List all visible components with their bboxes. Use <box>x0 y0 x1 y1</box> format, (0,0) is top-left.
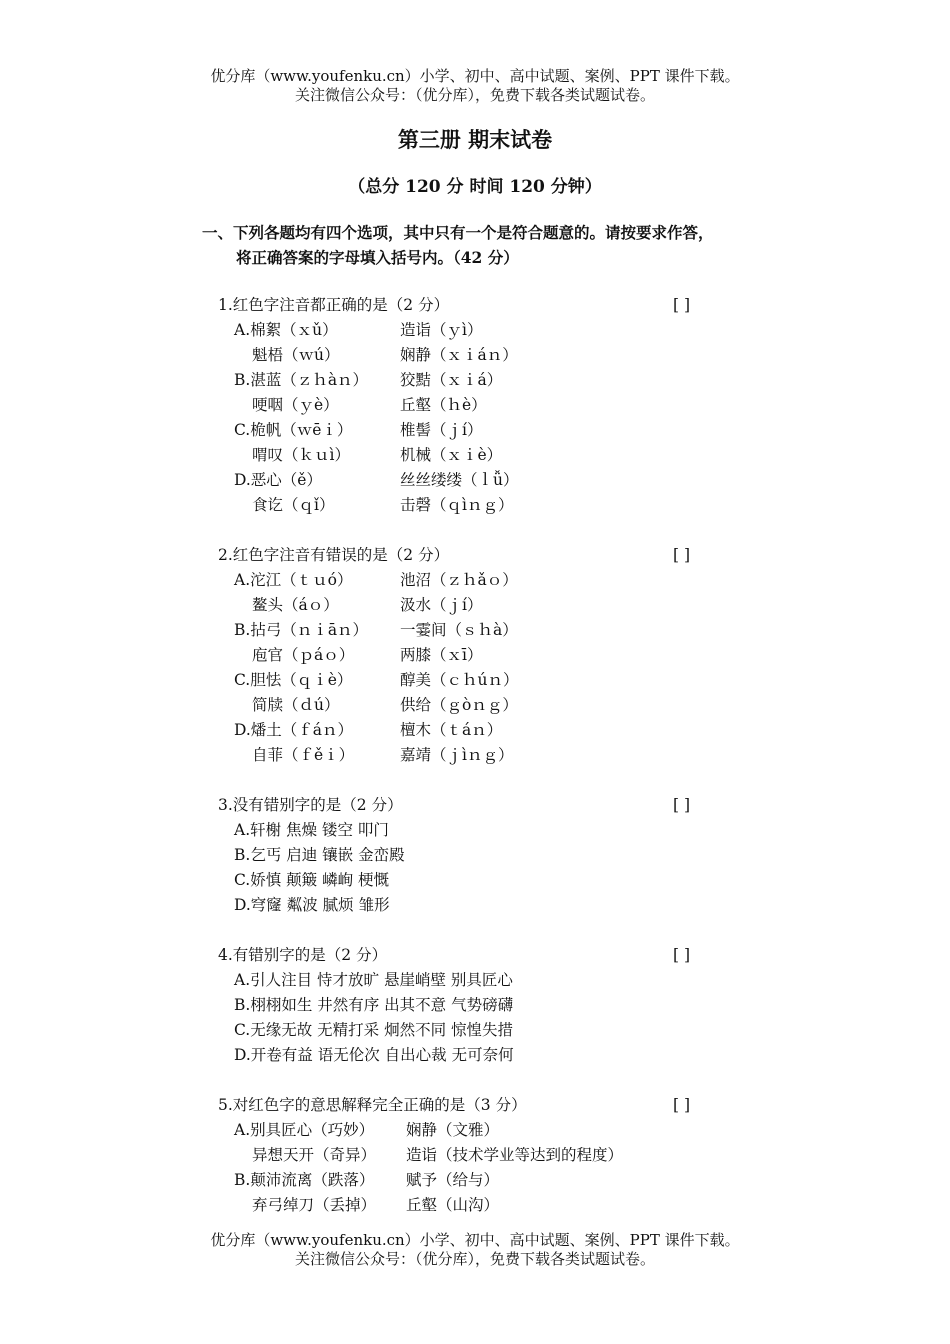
option-row <box>0 343 950 368</box>
option-text: B.乞丐 启迪 镶嵌 金峦殿 <box>234 846 405 864</box>
question-stem-row <box>0 943 950 968</box>
question-stem: 2.红色字注音有错误的是（2 分） <box>218 546 450 564</box>
option-text: 喟叹（ｋｕì） <box>252 446 350 464</box>
option-row <box>0 668 950 693</box>
option-row <box>0 1043 950 1068</box>
question-5 <box>0 1093 950 1218</box>
option-text: 椎髻（ｊí） <box>400 421 483 439</box>
option-row <box>0 318 950 343</box>
option-text: 异想天开（奇异） <box>252 1146 377 1164</box>
question-stem: 3.没有错别字的是（2 分） <box>218 796 403 814</box>
option-row <box>0 993 950 1018</box>
option-row <box>0 568 950 593</box>
option-text: 檀木（ｔáｎ） <box>400 721 503 739</box>
option-text: 击磬（ｑìｎｇ） <box>400 496 514 514</box>
section-line-1: 一、下列各题均有四个选项，其中只有一个是符合题意的。请按要求作答， <box>202 223 714 242</box>
option-text: 嘉靖（ｊìｎｇ） <box>400 746 514 764</box>
option-text: 汲水（ｊí） <box>400 596 483 614</box>
option-text: A.引人注目 恃才放旷 悬崖峭壁 别具匠心 <box>234 971 513 989</box>
option-text: 狡黠（ｘｉá） <box>400 371 503 389</box>
option-text: 食讫（ｑǐ） <box>252 496 335 514</box>
question-4 <box>0 943 950 1068</box>
option-text: B.拈弓（ｎｉāｎ） <box>234 621 369 639</box>
question-stem-row <box>0 793 950 818</box>
question-stem: 4.有错别字的是（2 分） <box>218 946 388 964</box>
option-row <box>0 818 950 843</box>
option-row <box>0 893 950 918</box>
question-3 <box>0 793 950 918</box>
footer-line-2: 关注微信公众号：（优分库），免费下载各类试题试卷。 <box>294 1250 655 1268</box>
option-row <box>0 1193 950 1218</box>
option-row <box>0 393 950 418</box>
option-text: 机械（ｘｉè） <box>400 446 503 464</box>
option-text: 娴静（文雅） <box>406 1121 500 1139</box>
option-row <box>0 1118 950 1143</box>
option-row <box>0 718 950 743</box>
section-instructions <box>202 220 762 270</box>
option-row <box>0 693 950 718</box>
option-text: 两膝（ｘī） <box>400 646 483 664</box>
answer-bracket: [ ] <box>673 946 691 964</box>
answer-bracket: [ ] <box>673 1096 691 1114</box>
page-header <box>0 67 950 105</box>
question-stem: 5.对红色字的意思解释完全正确的是（3 分） <box>218 1096 527 1114</box>
option-text: B.湛蓝（ｚｈàｎ） <box>234 371 369 389</box>
option-text: 简牍（ｄú） <box>252 696 340 714</box>
option-row <box>0 593 950 618</box>
option-text: 丘壑（山沟） <box>406 1196 500 1214</box>
option-text: C.娇慎 颠簸 嶙峋 梗慨 <box>234 871 390 889</box>
option-text: A.轩榭 焦燥 镂空 叩门 <box>234 821 389 839</box>
header-line-2: 关注微信公众号：（优分库），免费下载各类试题试卷。 <box>294 86 655 104</box>
option-row <box>0 868 950 893</box>
option-text: 娴静（ｘｉáｎ） <box>400 346 518 364</box>
option-row <box>0 743 950 768</box>
option-text: D.恶心（ě） <box>234 471 322 489</box>
option-text: 丝丝缕缕（ｌǚ） <box>400 471 519 489</box>
exam-title: 第三册 期末试卷 <box>397 127 553 152</box>
option-text: 弃弓绰刀（丢掉） <box>252 1196 377 1214</box>
questions <box>0 293 950 1243</box>
option-text: 供给（ｇòｎｇ） <box>400 696 518 714</box>
section-line-2: 将正确答案的字母填入括号内。（42 分） <box>236 248 519 267</box>
option-row <box>0 368 950 393</box>
option-text: A.棉絮（ｘǔ） <box>234 321 338 339</box>
option-row <box>0 443 950 468</box>
option-text: D.开卷有益 语无伦次 自出心裁 无可奈何 <box>234 1046 514 1064</box>
option-text: B.颠沛流离（跌落） <box>234 1171 375 1189</box>
option-text: 造诣（ｙì） <box>400 321 483 339</box>
page-footer <box>0 1231 950 1269</box>
option-row <box>0 1168 950 1193</box>
option-text: B.栩栩如生 井然有序 出其不意 气势磅礴 <box>234 996 514 1014</box>
option-text: 醇美（ｃｈúｎ） <box>400 671 519 689</box>
answer-bracket: [ ] <box>673 296 691 314</box>
option-text: C.桅帆（ｗēｉ） <box>234 421 353 439</box>
option-text: C.无缘无故 无精打采 炯然不同 惊惶失措 <box>234 1021 514 1039</box>
option-text: A.沱江（ｔｕó） <box>234 571 353 589</box>
answer-bracket: [ ] <box>673 546 691 564</box>
option-text: D.穹窿 粼波 腻烦 雏形 <box>234 896 390 914</box>
question-stem-row <box>0 1093 950 1118</box>
option-row <box>0 493 950 518</box>
option-row <box>0 468 950 493</box>
option-row <box>0 968 950 993</box>
option-row <box>0 1018 950 1043</box>
question-stem: 1.红色字注音都正确的是（2 分） <box>218 296 450 314</box>
footer-line-1: 优分库（www.youfenku.cn）小学、初中、高中试题、案例、PPT 课件下载。 <box>210 1231 740 1249</box>
option-text: 哽咽（ｙè） <box>252 396 339 414</box>
option-text: 庖官（ｐáｏ） <box>252 646 355 664</box>
option-row <box>0 843 950 868</box>
exam-subtitle: （总分 120 分 时间 120 分钟） <box>348 177 602 197</box>
answer-bracket: [ ] <box>673 796 691 814</box>
option-row <box>0 643 950 668</box>
option-text: 鳌头（áｏ） <box>252 596 339 614</box>
option-text: A.别具匠心（巧妙） <box>234 1121 375 1139</box>
question-stem-row <box>0 543 950 568</box>
option-text: 丘壑（ｈè） <box>400 396 487 414</box>
option-text: D.燔土（ｆáｎ） <box>234 721 354 739</box>
option-text: 自菲（ｆěｉ） <box>252 746 355 764</box>
option-row <box>0 418 950 443</box>
option-text: 魁梧（ｗú） <box>252 346 340 364</box>
header-line-1: 优分库（www.youfenku.cn）小学、初中、高中试题、案例、PPT 课件下载。 <box>210 67 740 85</box>
question-2 <box>0 543 950 768</box>
option-text: 池沼（ｚｈǎｏ） <box>400 571 518 589</box>
question-1 <box>0 293 950 518</box>
option-text: 一霎间（ｓｈà） <box>400 621 518 639</box>
option-text: 造诣（技术学业等达到的程度） <box>406 1146 624 1164</box>
question-stem-row <box>0 293 950 318</box>
option-text: 赋予（给与） <box>406 1171 500 1189</box>
option-row <box>0 618 950 643</box>
option-text: C.胆怯（ｑｉè） <box>234 671 353 689</box>
option-row <box>0 1143 950 1168</box>
